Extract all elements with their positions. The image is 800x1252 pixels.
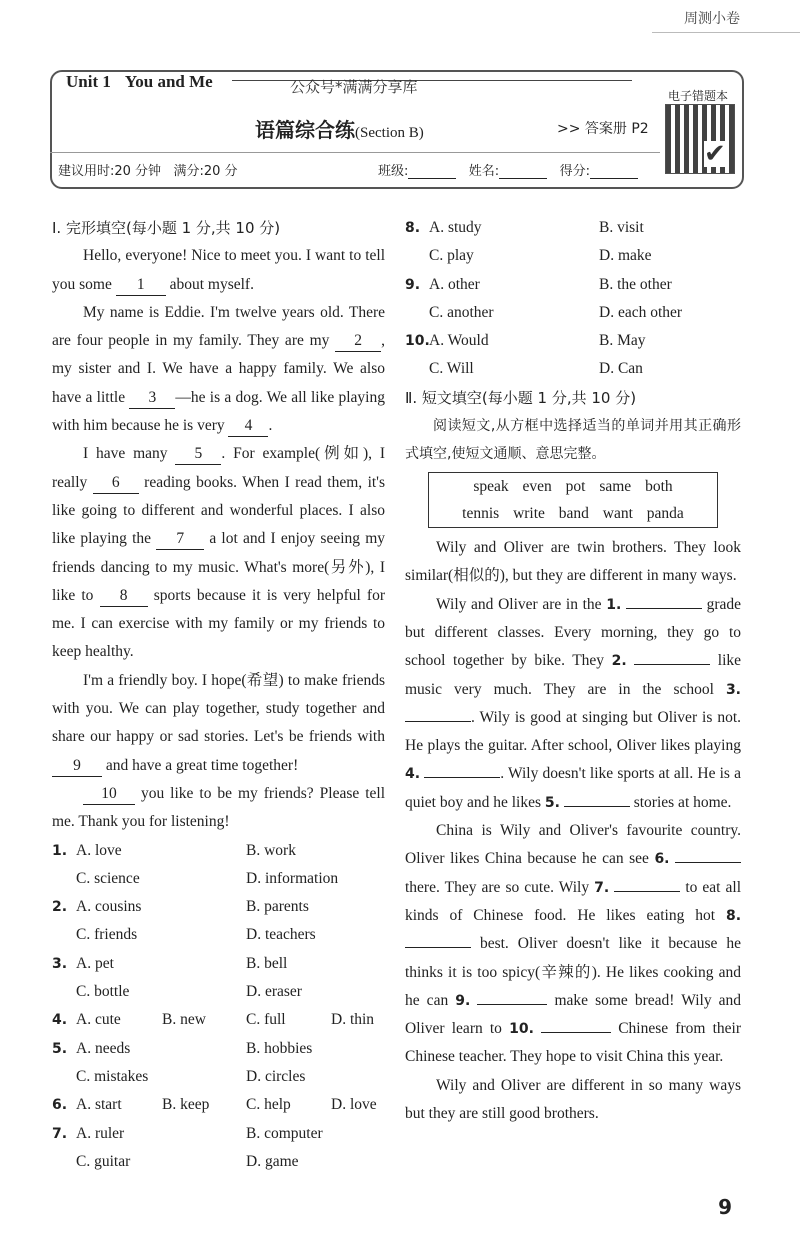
option[interactable]: D. game	[246, 1152, 299, 1170]
option-row	[52, 1035, 385, 1063]
question-number: 3.	[52, 955, 68, 972]
qr-code-icon[interactable]	[665, 104, 735, 174]
option[interactable]: C. mistakes	[76, 1067, 149, 1085]
option-row	[405, 271, 741, 299]
name-field[interactable]	[499, 178, 547, 179]
class-label: 班级:	[378, 164, 409, 179]
blank[interactable]	[675, 862, 741, 863]
option[interactable]: D. love	[331, 1096, 377, 1114]
blank[interactable]: 1	[116, 275, 166, 296]
watermark-text: 公众号*满满分享库	[290, 78, 418, 96]
paragraph: Wily and Oliver are different in so many ways but they are still good brothers.	[405, 1076, 741, 1123]
option-row	[405, 355, 741, 383]
option-row	[52, 893, 385, 921]
blank[interactable]	[405, 947, 471, 948]
option[interactable]: D. each other	[599, 303, 683, 321]
blank[interactable]	[424, 777, 500, 778]
option[interactable]: B. parents	[246, 898, 309, 916]
option-row	[52, 1120, 385, 1148]
blank[interactable]: 3	[129, 388, 175, 409]
paragraph: 10 you like to be my friends? Please tell me. Thank you for listening!	[52, 784, 385, 831]
option-row	[52, 1006, 385, 1034]
section-heading: Ⅰ. 完形填空(每小题 1 分,共 10 分)	[52, 219, 281, 237]
option[interactable]: A. cute	[76, 1011, 121, 1029]
tab-divider	[652, 32, 800, 33]
option-row	[405, 214, 741, 242]
question-number: 4.	[52, 1012, 68, 1029]
word-box-row: tennis write band want panda	[462, 505, 684, 523]
option-row	[52, 978, 385, 1006]
option[interactable]: D. make	[599, 247, 652, 265]
option[interactable]: B. visit	[599, 219, 644, 236]
header-separator	[50, 152, 660, 153]
points-field[interactable]	[590, 178, 638, 179]
answer-reference: >> 答案册 P2	[557, 121, 649, 137]
question-number: 8.	[405, 220, 421, 236]
option[interactable]: D. Can	[599, 360, 643, 378]
blank[interactable]	[614, 891, 680, 892]
student-info	[378, 160, 638, 179]
option[interactable]: C. full	[246, 1011, 286, 1029]
option[interactable]: D. thin	[331, 1011, 375, 1029]
paragraph: Wily and Oliver are twin brothers. They look similar(相似的), but they are different in many ways.	[405, 539, 741, 585]
name-label: 姓名:	[468, 164, 500, 179]
paragraph: I have many 5 . For example(例如), I really 6 reading books. When I read them, it's like going to different and wonderful places. I also like playing the 7 a lot and I enjoy seeing my friends dancing to my music. What's more(另外), I like to 8 sports because it is very helpful for me. I can exercise with my family or my friends to keep healthy.	[52, 445, 386, 661]
option[interactable]: B. work	[246, 841, 296, 859]
blank[interactable]	[541, 1032, 611, 1033]
blank[interactable]: 10	[83, 784, 135, 805]
option[interactable]: D. teachers	[246, 926, 316, 944]
options-list	[405, 214, 741, 384]
blank[interactable]: 2	[335, 331, 381, 352]
option[interactable]: A. other	[429, 275, 480, 293]
blank[interactable]: 5	[175, 444, 221, 465]
option[interactable]: C. another	[429, 303, 494, 321]
right-column	[405, 214, 741, 1128]
option[interactable]: A. pet	[76, 954, 114, 972]
booklet-tab: 周测小卷	[684, 11, 740, 27]
option-row	[52, 1091, 385, 1119]
option[interactable]: A. ruler	[76, 1124, 125, 1142]
option-row	[405, 242, 741, 270]
unit-number: Unit 1	[66, 72, 111, 91]
question-number: 6.	[52, 1097, 68, 1114]
paragraph: China is Wily and Oliver's favourite country. Oliver likes China because he can see 6. there. They are so cute. Wily 7. to eat all kinds of Chinese food. He likes eating hot 8. best. Oliver doesn't like it because he thinks it is too spicy(辛辣的). He likes cooking and he can 9. make some bread! Wily and Oliver learn to 10. Chinese from their Chinese teacher. They hope to visit China this year.	[405, 822, 742, 1066]
option[interactable]: C. guitar	[76, 1152, 131, 1170]
blank[interactable]: 7	[156, 529, 204, 550]
option[interactable]: B. bell	[246, 954, 288, 972]
paragraph: I'm a friendly boy. I hope(希望) to make friends with you. We can play together, study together and share our happy or sad stories. Let's be friends with 9 and have a great time together!	[52, 667, 385, 780]
word-box	[428, 472, 718, 528]
unit-name: You and Me	[124, 72, 213, 91]
page-number: 9	[718, 1195, 732, 1219]
option[interactable]: B. new	[162, 1011, 206, 1029]
paragraph: My name is Eddie. I'm twelve years old. There are four people in my family. They are my 2 , my sister and I. We have a happy family. We also have a little 3 —he is a dog. We all like playing with him because he is very 4 .	[52, 299, 385, 440]
option-row	[52, 921, 385, 949]
question-number: 1.	[52, 842, 68, 859]
blank[interactable]	[477, 1004, 547, 1005]
title-text: 语篇综合练	[255, 118, 355, 142]
question-number: 9.	[405, 276, 421, 293]
score-label: 满分:20 分	[173, 164, 238, 179]
unit-title	[66, 72, 213, 92]
option[interactable]: B. keep	[162, 1096, 210, 1114]
option-row	[52, 837, 385, 865]
option-row	[52, 950, 385, 978]
question-number: 5.	[52, 1040, 68, 1057]
option-row	[52, 1063, 385, 1091]
points-label: 得分:	[559, 164, 590, 179]
blank[interactable]: 4	[228, 416, 268, 437]
option-row	[405, 327, 741, 355]
option[interactable]: D. circles	[246, 1067, 306, 1085]
blank[interactable]	[564, 806, 630, 807]
option[interactable]: C. Will	[429, 360, 474, 378]
time-label: 建议用时:20 分钟	[58, 164, 162, 179]
time-score-info	[58, 160, 238, 179]
option[interactable]: B. the other	[599, 275, 672, 293]
blank[interactable]: 8	[100, 586, 148, 607]
page-title	[255, 114, 424, 143]
option[interactable]: C. bottle	[76, 983, 130, 1001]
option-row	[52, 1148, 385, 1176]
paragraph: Hello, everyone! Nice to meet you. I want to tell you some 1 about myself.	[52, 242, 385, 299]
option[interactable]: A. Would	[429, 332, 489, 350]
option[interactable]: C. science	[76, 869, 140, 887]
option[interactable]: C. help	[246, 1096, 291, 1114]
question-number: 7.	[52, 1125, 68, 1142]
section-heading: Ⅱ. 短文填空(每小题 1 分,共 10 分)	[405, 388, 637, 407]
option-row	[405, 299, 741, 327]
instructions: 阅读短文,从方框中选择适当的单词并用其正确形式填空,使短文通顺、意思完整。	[405, 418, 741, 463]
option[interactable]: A. love	[76, 841, 122, 859]
options-list	[52, 837, 385, 1177]
option[interactable]: B. hobbies	[246, 1039, 313, 1057]
word-box-row: speak even pot same both	[473, 478, 673, 496]
option[interactable]: C. play	[429, 247, 474, 265]
left-column	[52, 214, 385, 1176]
option[interactable]: A. start	[76, 1096, 122, 1114]
option-row	[52, 865, 385, 893]
blank[interactable]: 9	[52, 756, 102, 777]
option[interactable]: A. study	[429, 219, 482, 236]
blank[interactable]	[626, 608, 702, 609]
class-field[interactable]	[408, 178, 456, 179]
option[interactable]: B. May	[599, 332, 646, 350]
option[interactable]: D. eraser	[246, 983, 302, 1001]
option[interactable]: B. computer	[246, 1124, 323, 1142]
option[interactable]: A. needs	[76, 1039, 131, 1057]
option[interactable]: A. cousins	[76, 898, 142, 916]
blank[interactable]: 6	[93, 473, 139, 494]
question-number: 10.	[405, 333, 430, 350]
blank[interactable]	[634, 664, 710, 665]
option[interactable]: D. information	[246, 869, 339, 887]
paragraph: Wily and Oliver are in the 1. grade but different classes. Every morning, they go to school together by bike. They 2. like music very much. They are in the school 3. . Wily is good at singing but Oliver is not. He plays the guitar. After school, Oliver likes playing 4. . Wily doesn't like sports at all. He is a quiet boy and he likes 5. stories at home.	[405, 595, 742, 811]
qr-label: 电子错题本	[668, 89, 729, 103]
question-number: 2.	[52, 899, 68, 916]
blank[interactable]	[405, 721, 471, 722]
option[interactable]: C. friends	[76, 926, 138, 944]
subtitle-text: (Section B)	[355, 125, 424, 141]
